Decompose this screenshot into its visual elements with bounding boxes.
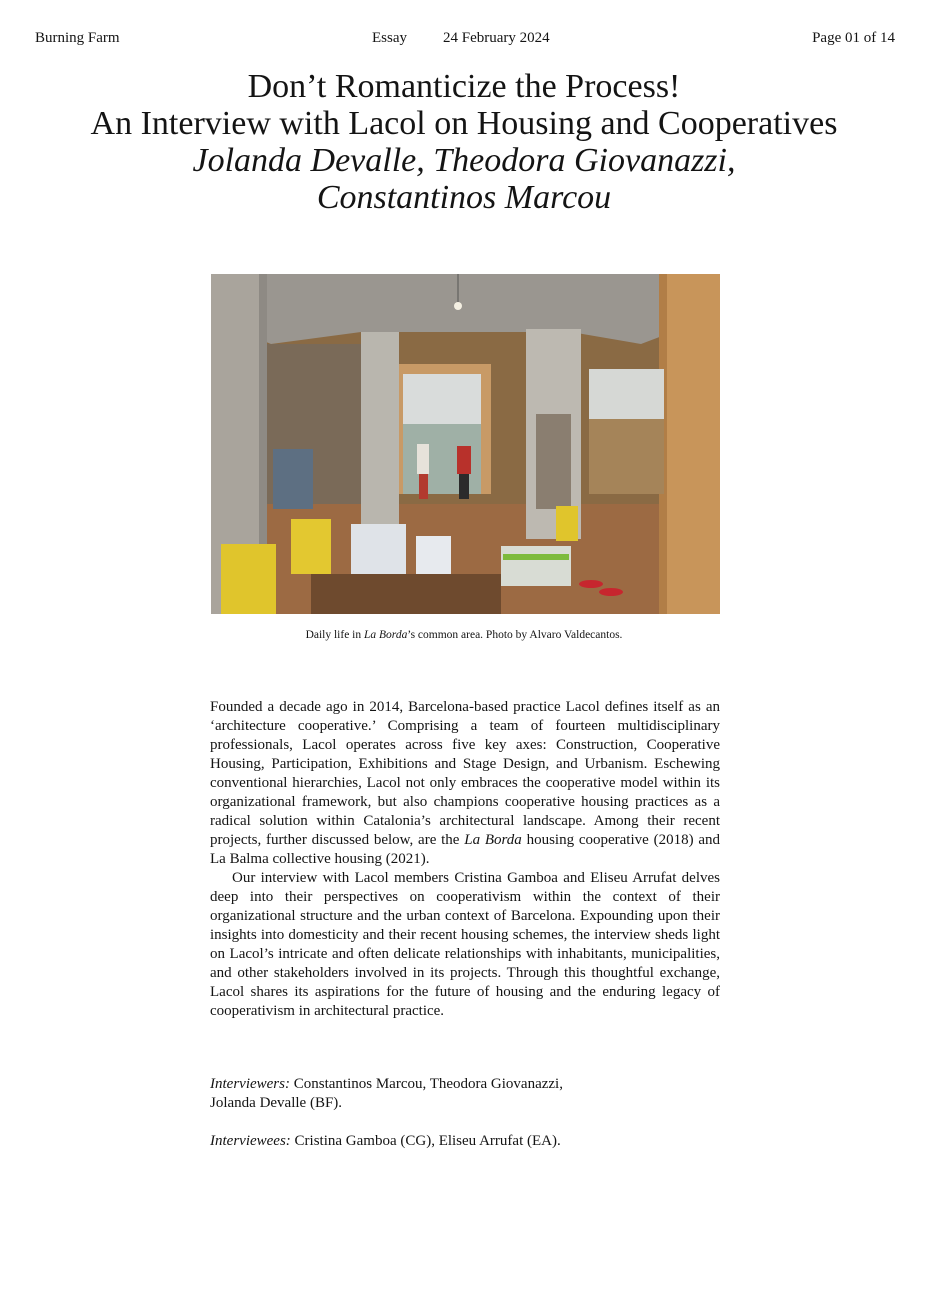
interviewees-label: Interviewees: bbox=[210, 1133, 291, 1149]
page-header bbox=[0, 30, 928, 50]
publication-name: Burning Farm bbox=[35, 30, 120, 46]
paragraph-1 bbox=[210, 698, 720, 869]
paragraph-1-part-1: Founded a decade ago in 2014, Barcelona-based practice Lacol defines itself as an ‘architecture cooperative.’ Comprising a team of fourteen multidisciplinary professionals, Lacol operates across five key axes: Construction, Cooperative Housing, Participation, Exhibitions and Stage Design, and Urbanism. Eschewing conventional hierarchies, Lacol not only embraces the cooperative model within its organizational framework, but also champions cooperative housing practices as a radical solution within Catalonia’s architectural landscape. Among their recent projects, further discussed below, are the bbox=[210, 699, 720, 848]
interviewers-line-2: Jolanda Devalle (BF). bbox=[210, 1095, 343, 1111]
authors-line-1: Jolanda Devalle, Theodora Giovanazzi, bbox=[192, 142, 736, 179]
interviewers-line-1: Constantinos Marcou, Theodora Giovanazzi, bbox=[289, 1076, 563, 1092]
authors-line-2: Constantinos Marcou bbox=[316, 179, 612, 216]
interviewers-credit bbox=[210, 1075, 730, 1113]
caption-prefix: Daily life in bbox=[305, 629, 365, 641]
figure-caption bbox=[0, 629, 928, 641]
title-block bbox=[0, 68, 928, 216]
paragraph-2: Our interview with Lacol members Cristina Gamboa and Eliseu Arrufat delves deep into their perspectives on cooperativism within the context of their organizational structure and the urban context of Barcelona. Expounding upon their insights into domesticity and their recent housing schemes, the interview sheds light on Lacol’s intricate and often delicate relationships with inhabitants, municipalities, and other stakeholders involved in its projects. Through this thoughtful exchange, Lacol shares its aspirations for the future of housing and the enduring legacy of cooperativism in architectural practice. bbox=[210, 870, 720, 1019]
paragraph-1-italic: La Borda bbox=[464, 832, 522, 848]
section-label: Essay bbox=[372, 30, 407, 46]
paragraph-1-part-2: housing cooperative (2018) and La Balma collective housing (2021). bbox=[210, 832, 720, 867]
publish-date: 24 February 2024 bbox=[443, 30, 550, 46]
page-number: Page 01 of 14 bbox=[812, 30, 895, 46]
title-line-2: An Interview with Lacol on Housing and Cooperatives bbox=[90, 105, 838, 142]
interviewees-value: Cristina Gamboa (CG), Eliseu Arrufat (EA). bbox=[290, 1133, 561, 1149]
interviewees-credit bbox=[210, 1132, 730, 1151]
caption-suffix: ’s common area. Photo by Alvaro Valdecantos. bbox=[407, 629, 623, 641]
article-body bbox=[210, 698, 720, 1021]
title-line-1: Don’t Romanticize the Process! bbox=[247, 68, 681, 105]
interviewers-label: Interviewers: bbox=[210, 1076, 290, 1092]
common-area-illustration bbox=[211, 274, 720, 614]
figure-photo bbox=[211, 274, 720, 614]
caption-italic: La Borda bbox=[364, 629, 408, 641]
